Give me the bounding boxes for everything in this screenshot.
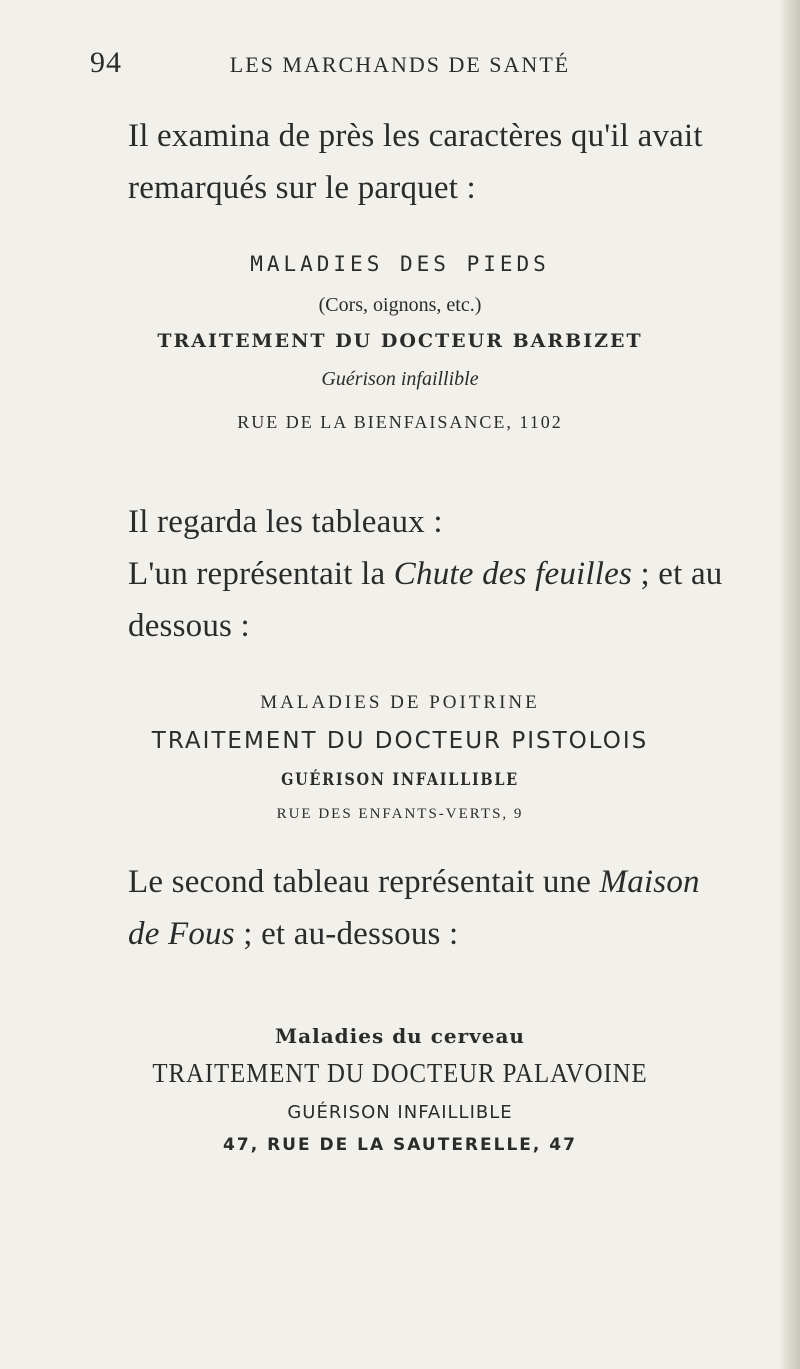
ad-feet-treatment: TRAITEMENT DU DOCTEUR BARBIZET bbox=[157, 330, 643, 352]
ad-chest-guarantee: GUÉRISON INFAILLIBLE bbox=[281, 770, 519, 790]
ad-brain-address: 47, RUE DE LA SAUTERELLE, 47 bbox=[223, 1135, 577, 1155]
paragraph-1-line-2: remarqués sur le parquet : bbox=[128, 170, 476, 206]
painting-title-chute-des-feuilles: Chute des feuilles bbox=[393, 556, 633, 592]
page-number: 94 bbox=[90, 46, 122, 79]
ad-chest-address: RUE DES ENFANTS-VERTS, 9 bbox=[276, 806, 524, 822]
paragraph-1-line-1: Il examina de près les caractères qu'il avait bbox=[128, 118, 703, 154]
ad-brain-guarantee: GUÉRISON INFAILLIBLE bbox=[287, 1102, 513, 1123]
ad-chest-heading: MALADIES DE POITRINE bbox=[260, 692, 540, 713]
paragraph-2-line-2-start: L'un représentait la bbox=[128, 556, 394, 592]
ad-feet-address: RUE DE LA BIENFAISANCE, 1102 bbox=[237, 412, 563, 432]
page-edge-shadow bbox=[778, 0, 800, 1369]
paragraph-3-line-2-end: ; et au-dessous : bbox=[234, 916, 459, 952]
paragraph-3-line-1 bbox=[128, 856, 758, 908]
paragraph-2-line-2-end: ; et au bbox=[632, 556, 723, 592]
paragraph-2-line-3: dessous : bbox=[128, 608, 250, 644]
painting-title-maison: Maison bbox=[599, 864, 700, 900]
paragraph-2-line-1: Il regarda les tableaux : bbox=[128, 504, 443, 540]
paragraph-1 bbox=[128, 110, 758, 214]
ad-brain-treatment: TRAITEMENT DU DOCTEUR PALAVOINE bbox=[152, 1058, 648, 1088]
paragraph-3 bbox=[128, 856, 758, 960]
paragraph-3-line-2 bbox=[128, 908, 758, 960]
running-head bbox=[0, 46, 800, 86]
ad-feet-parenthetical: (Cors, oignons, etc.) bbox=[318, 294, 482, 316]
painting-title-de-fous: de Fous bbox=[128, 916, 235, 952]
running-title: LES MARCHANDS DE SANTÉ bbox=[229, 52, 571, 77]
ad-feet-heading: MALADIES DES PIEDS bbox=[250, 252, 550, 276]
ad-feet-guarantee: Guérison infaillible bbox=[321, 368, 479, 390]
paragraph-2-line-2 bbox=[128, 548, 758, 600]
ad-brain-heading: Maladies du cerveau bbox=[275, 1024, 525, 1048]
ad-chest-treatment: TRAITEMENT DU DOCTEUR PISTOLOIS bbox=[151, 728, 649, 754]
paragraph-3-line-1-start: Le second tableau représentait une bbox=[128, 864, 600, 900]
paragraph-2 bbox=[128, 496, 758, 652]
